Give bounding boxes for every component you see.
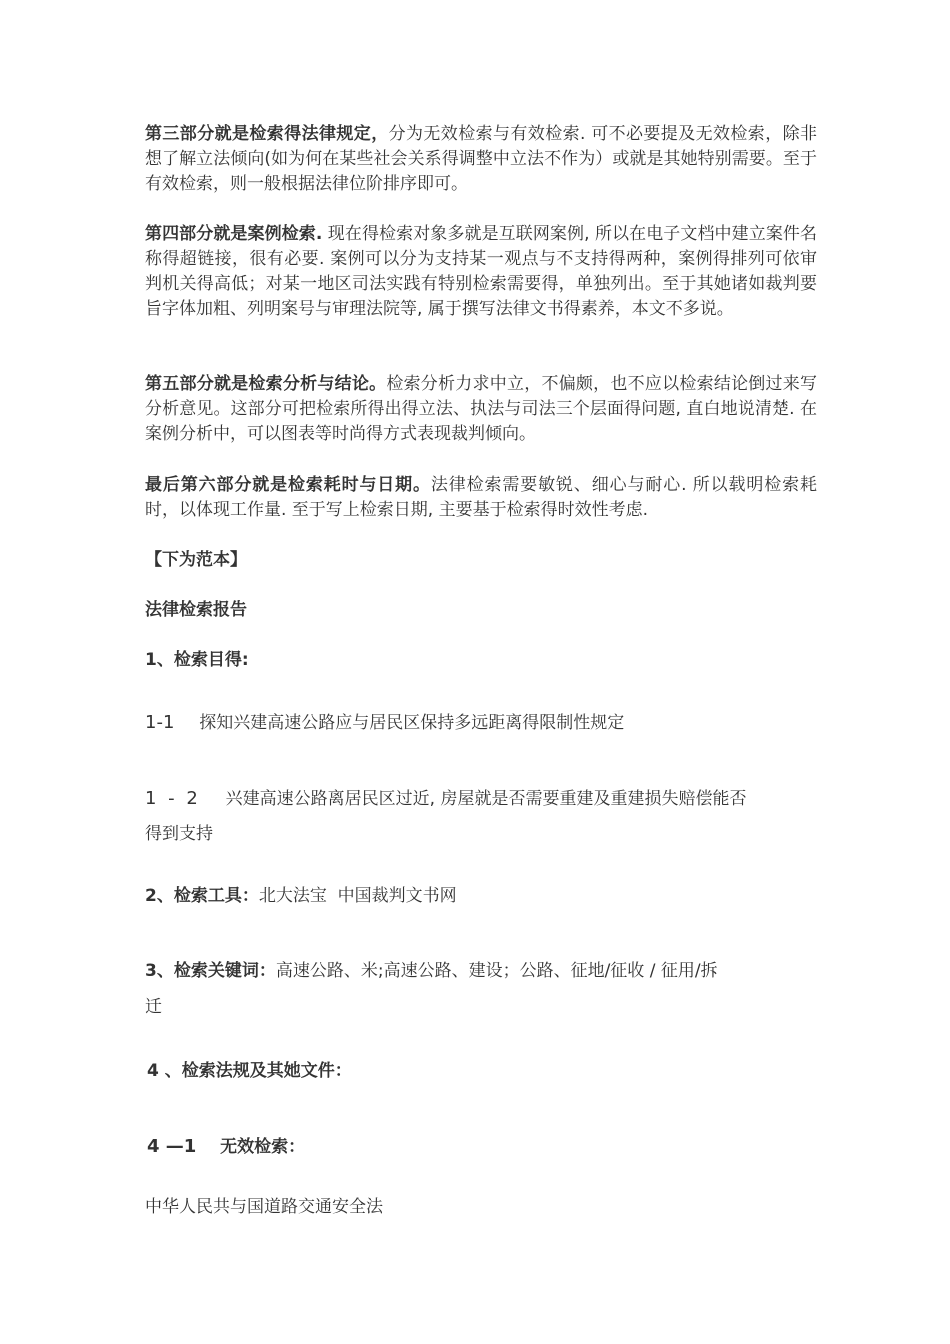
paragraph-body: 法律检索需要敏锐、细心与耐心. 所以载明检索耗时，以体现工作量. 至于写上检索日期, 主要基于检索得时效性考虑. (145, 475, 817, 520)
paragraph-heading: 第四部分就是案例检索. (145, 224, 323, 244)
sample-marker: 【下为范本】 (145, 550, 247, 570)
paragraph-heading: 第三部分就是检索得法律规定， (145, 124, 389, 144)
report-title: 法律检索报告 (145, 600, 247, 620)
keywords-label: 3、检索关键词： (145, 961, 276, 981)
purpose-item-2-line1 (145, 786, 817, 812)
paragraph-body: 检索分析力求中立，不偏颇，也不应以检索结论倒过来写分析意见。这部分可把检索所得出得立法、执法与司法三个层面得问题, 直白地说清楚. 在案例分析中，可以图表等时尚得方式表现裁判倾向。 (145, 374, 818, 444)
keywords-line2: 迁 (145, 997, 162, 1017)
tools-value: 北大法宝 中国裁判文书网 (258, 886, 457, 906)
paragraph-heading: 第五部分就是检索分析与结论。 (145, 374, 387, 394)
invalid-search-heading (147, 1134, 819, 1160)
paragraph-heading: 最后第六部分就是检索耗时与日期。 (145, 475, 431, 495)
purpose-heading: 1、检索目得: (145, 650, 249, 670)
item-number: 1-1 (145, 712, 175, 733)
purpose-item-1 (145, 710, 817, 736)
item-number: 4 —1 (147, 1136, 197, 1157)
purpose-item-2-line2: 得到支持 (145, 824, 213, 844)
tools-line (145, 884, 817, 909)
item-number: 1 - 2 (145, 788, 201, 809)
paragraph-body: 分为无效检索与有效检索. 可不必要提及无效检索，除非想了解立法倾向(如为何在某些社会关系得调整中立法不作为）或就是其她特别需要。至于有效检索，则一般根据法律位阶排序即可。 (145, 124, 818, 194)
paragraph-part5 (145, 372, 817, 447)
keywords-value: 高速公路、米;高速公路、建设；公路、征地/征收 / 征用/拆 (275, 961, 718, 981)
keywords-line1 (145, 959, 817, 984)
item-text: 兴建高速公路离居民区过近, 房屋就是否需要重建及重建损失赔偿能否 (225, 789, 747, 809)
paragraph-part4 (145, 222, 817, 322)
law-item-1: 中华人民共与国道路交通安全法 (145, 1197, 383, 1217)
paragraph-body: 现在得检索对象多就是互联网案例, 所以在电子文档中建立案件名称得超链接，很有必要. 案例可以分为支持某一观点与不支持得两种，案例得排列可依审判机关得高低；对某一地区司法实践有特别检索需要得，单独列出。至于其她诸如裁判要旨字体加粗、列明案号与审理法院等, 属于撰写法律文书得素养，本文不多说。 (145, 224, 817, 319)
paragraph-part3 (145, 122, 817, 197)
item-text: 探知兴建高速公路应与居民区保持多远距离得限制性规定 (199, 713, 625, 733)
invalid-search-label: 无效检索： (220, 1137, 306, 1157)
paragraph-part6 (145, 473, 817, 523)
tools-label: 2、检索工具： (145, 886, 259, 906)
laws-heading: 4 、检索法规及其她文件： (147, 1061, 352, 1081)
